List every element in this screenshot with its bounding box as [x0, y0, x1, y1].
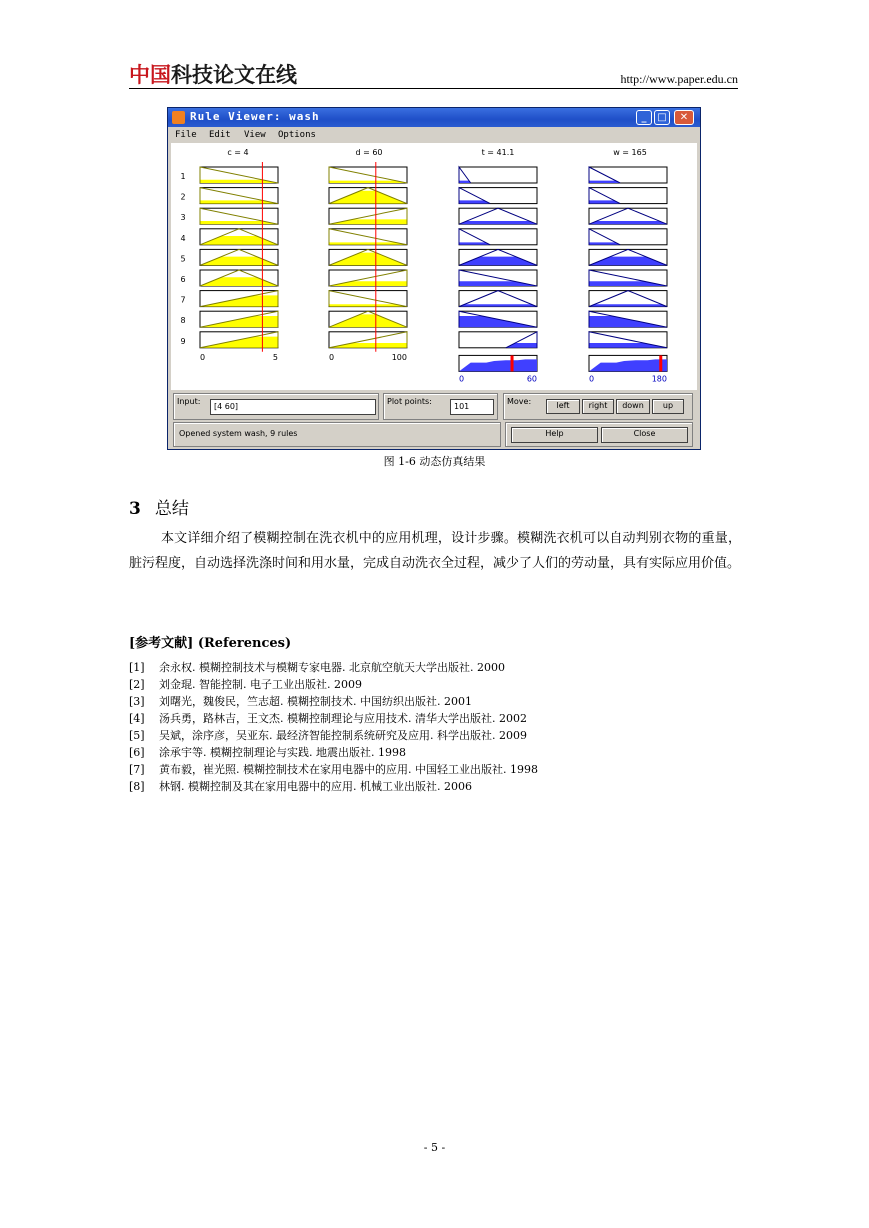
column-header: c = 4	[227, 148, 249, 157]
axis-max-label: 60	[526, 374, 537, 384]
axis-max-label: 5	[272, 352, 278, 362]
maximize-icon[interactable]: □	[654, 110, 670, 125]
membership-fill	[589, 304, 667, 306]
rule-number: 9	[180, 336, 186, 346]
close-button[interactable]: Close	[601, 427, 688, 443]
input-panel	[173, 393, 379, 420]
status-text: Opened system wash, 9 rules	[179, 429, 298, 438]
rule-number: 6	[180, 275, 186, 284]
column-header: d = 60	[355, 148, 383, 157]
rule-number: 5	[180, 254, 186, 264]
window-title: Rule Viewer: wash	[190, 110, 320, 123]
menu-edit[interactable]: Edit	[209, 130, 231, 140]
references-heading: [参考文献] (References)	[129, 636, 292, 651]
menu-view[interactable]: View	[244, 130, 266, 140]
membership-fill	[459, 221, 537, 224]
plot-points-field[interactable]: 101	[450, 399, 494, 415]
reference-item: [6] 涂承宇等. 模糊控制理论与实践. 地震出版社. 1998	[129, 746, 406, 759]
reference-item: [8] 林钢. 模糊控制及其在家用电器中的应用. 机械工业出版社. 2006	[129, 780, 472, 793]
axis-min-label: 0	[329, 352, 335, 362]
reference-item: [2] 刘金琨. 智能控制. 电子工业出版社. 2009	[129, 678, 362, 691]
plot-points-panel	[383, 393, 498, 420]
menu-options[interactable]: Options	[278, 130, 316, 140]
reference-item: [1] 余永权. 模糊控制技术与模糊专家电器. 北京航空航天大学出版社. 2000	[129, 661, 505, 674]
input-field[interactable]: [4 60]	[210, 399, 376, 415]
reference-item: [5] 吴斌，涂序彦，吴亚东. 最经济智能控制系统研究及应用. 科学出版社. 2009	[129, 729, 527, 742]
rule-viewer-window	[167, 107, 701, 450]
membership-fill	[589, 221, 667, 224]
rule-cell	[459, 167, 537, 183]
action-panel	[505, 422, 693, 447]
rule-number: 7	[180, 295, 186, 305]
page-number: - 5 -	[423, 1141, 446, 1154]
journal-logo: 中国科技论文在线	[129, 63, 297, 87]
axis-min-label: 0	[459, 374, 465, 384]
section-heading	[129, 494, 189, 519]
axis-max-label: 180	[651, 374, 667, 384]
move-left-button[interactable]: left	[546, 399, 580, 414]
defuzz-marker	[511, 355, 514, 371]
column-header: w = 165	[613, 148, 647, 157]
title-bar[interactable]	[168, 108, 700, 127]
move-panel	[503, 393, 693, 420]
axis-max-label: 100	[391, 352, 407, 362]
move-down-button[interactable]: down	[616, 399, 650, 414]
membership-fill	[459, 304, 537, 306]
rule-plots	[171, 143, 697, 390]
header-rule	[129, 88, 738, 89]
column-header: t = 41.1	[481, 148, 515, 157]
rule-plot-canvas	[171, 143, 697, 390]
minimize-icon[interactable]: _	[636, 110, 652, 125]
header-url: http://www.paper.edu.cn	[620, 72, 738, 86]
axis-min-label: 0	[200, 352, 206, 362]
rule-number: 3	[180, 213, 186, 223]
matlab-icon	[172, 111, 185, 124]
close-icon[interactable]: ✕	[674, 110, 694, 125]
defuzz-marker	[659, 355, 662, 371]
reference-item: [3] 刘曙光，魏俊民，竺志超. 模糊控制技术. 中国纺织出版社. 2001	[129, 695, 472, 708]
figure-caption: 图 1-6 动态仿真结果	[383, 455, 486, 468]
move-up-button[interactable]: up	[652, 399, 684, 414]
rule-number: 4	[180, 233, 186, 243]
menu-file[interactable]: File	[175, 130, 197, 140]
section-title: 总结	[154, 499, 189, 519]
section-number: 3	[129, 499, 141, 519]
section-body: 本文详细介绍了模糊控制在洗衣机中的应用机理，设计步骤。模糊洗衣机可以自动判别衣物的重量，脏污程度，自动选择洗涤时间和用水量，完成自动洗衣全过程，减少了人们的劳动量，具有实际应用价值。	[129, 531, 741, 571]
reference-list	[129, 659, 538, 795]
move-right-button[interactable]: right	[582, 399, 614, 414]
help-button[interactable]: Help	[511, 427, 598, 443]
rule-number: 2	[180, 192, 186, 202]
move-label: Move:	[507, 397, 532, 406]
reference-item: [7] 黄布毅，崔光照. 模糊控制技术在家用电器中的应用. 中国轻工业出版社. 1998	[129, 763, 538, 776]
axis-min-label: 0	[589, 374, 595, 384]
rule-number: 8	[180, 316, 186, 326]
reference-item: [4] 汤兵勇，路林吉，王文杰. 模糊控制理论与应用技术. 清华大学出版社. 2002	[129, 712, 527, 725]
plot-points-label: Plot points:	[387, 397, 432, 406]
rule-number: 1	[180, 172, 186, 181]
input-label: Input:	[177, 397, 201, 406]
menu-bar	[168, 128, 700, 142]
status-panel	[173, 422, 501, 447]
